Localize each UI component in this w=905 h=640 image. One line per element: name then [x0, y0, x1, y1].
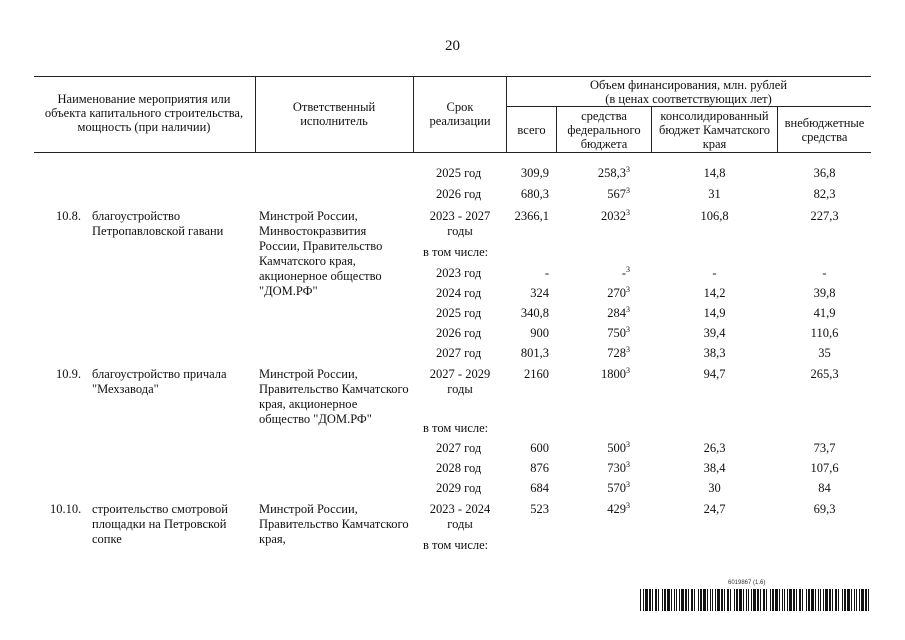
term-cell: 2026 год [436, 187, 482, 201]
header-divider [255, 76, 256, 152]
term-cell: в том числе: [423, 538, 489, 552]
header-consolidated: консолидированный бюджет Камчатского края [658, 109, 771, 151]
term-cell: 2023 - 2027 годы [429, 209, 491, 238]
term-cell: 2029 год [436, 481, 482, 495]
federal-cell: $270^3$ [607, 284, 630, 300]
total-cell: 801,3 [520, 346, 549, 360]
total-cell: 684 [530, 481, 549, 495]
consolidated-cell: 31 [708, 187, 721, 201]
header-federal: средства федерального бюджета [567, 109, 641, 151]
total-cell: 309,9 [520, 166, 549, 180]
offbudget-cell: 36,8 [813, 166, 836, 180]
federal-cell: $730^3$ [607, 459, 630, 475]
total-cell: 2366,1 [514, 209, 549, 223]
term-cell: 2023 год [436, 266, 482, 280]
federal-cell: -$^3$ [621, 264, 630, 280]
federal-cell: $500^3$ [607, 439, 630, 455]
total-cell: 876 [530, 461, 549, 475]
offbudget-cell: 35 [818, 346, 831, 360]
consolidated-cell: 14,9 [703, 306, 726, 320]
item-number: 10.9. [56, 367, 81, 381]
header-executor: Ответственный исполнитель [292, 100, 376, 128]
consolidated-cell: 14,8 [703, 166, 726, 180]
total-cell: - [544, 266, 549, 280]
federal-cell: $429^3$ [607, 500, 630, 516]
term-cell: 2024 год [436, 286, 482, 300]
term-cell: 2027 год [436, 441, 482, 455]
federal-cell: $284^3$ [607, 304, 630, 320]
offbudget-cell: 107,6 [810, 461, 839, 475]
header-divider [413, 76, 414, 152]
header-financing: Объем финансирования, млн. рублей [589, 78, 788, 92]
term-cell: 2023 - 2024 годы [429, 502, 491, 531]
consolidated-cell: 38,4 [703, 461, 726, 475]
total-cell: 900 [530, 326, 549, 340]
consolidated-cell: 26,3 [703, 441, 726, 455]
financing-sub-rule [506, 106, 871, 107]
item-number: 10.8. [56, 209, 81, 223]
federal-cell: 258,3$^3$ [597, 164, 630, 180]
header-financing-sub: (в ценах соответствующих лет) [605, 92, 772, 106]
offbudget-cell: - [822, 266, 827, 280]
offbudget-cell: 84 [818, 481, 831, 495]
term-cell: 2027 - 2029 годы [429, 367, 491, 396]
term-cell: в том числе: [423, 421, 489, 435]
total-cell: 680,3 [520, 187, 549, 201]
offbudget-cell: 265,3 [810, 367, 839, 381]
header-total: всего [517, 123, 546, 137]
total-cell: 2160 [524, 367, 549, 381]
barcode-number: 6019867 (1.6) [728, 580, 766, 586]
consolidated-cell: 30 [708, 481, 721, 495]
offbudget-cell: 39,8 [813, 286, 836, 300]
header-offbudget: внебюджетные средства [784, 116, 865, 144]
term-cell: 2025 год [436, 306, 482, 320]
item-name: строительство смотровой площадки на Петровской сопке [92, 502, 228, 546]
term-cell: 2025 год [436, 166, 482, 180]
term-cell: 2026 год [436, 326, 482, 340]
header-divider [556, 106, 557, 152]
offbudget-cell: 110,6 [810, 326, 839, 340]
consolidated-cell: 94,7 [703, 367, 726, 381]
term-cell: 2028 год [436, 461, 482, 475]
consolidated-cell: 39,4 [703, 326, 726, 340]
consolidated-cell: 38,3 [703, 346, 726, 360]
federal-cell: $567^3$ [607, 185, 630, 201]
item-name: благоустройство причала "Мехзавода" [92, 367, 227, 396]
federal-cell: 2032$^3$ [601, 207, 630, 223]
federal-cell: $750^3$ [607, 324, 630, 340]
item-executor: Минстрой России, Минвостокразвития России, Правительство Камчатского края, акционерное общество "ДОМ.РФ" [259, 209, 383, 298]
consolidated-cell: 106,8 [700, 209, 729, 223]
total-cell: 340,8 [520, 306, 549, 320]
consolidated-cell: 14,2 [703, 286, 726, 300]
term-cell: в том числе: [423, 245, 489, 259]
item-name: благоустройство Петропавловской гавани [92, 209, 224, 238]
header-top-rule [34, 76, 871, 77]
page-number: 20 [445, 38, 460, 54]
header-term: Срок реализации [429, 100, 491, 128]
item-executor: Минстрой России, Правительство Камчатского края, акционерное общество "ДОМ.РФ" [259, 367, 409, 426]
total-cell: 600 [530, 441, 549, 455]
term-cell: 2027 год [436, 346, 482, 360]
offbudget-cell: 227,3 [810, 209, 839, 223]
header-bottom-rule [34, 152, 871, 153]
federal-cell: $728^3$ [607, 344, 630, 360]
total-cell: 523 [530, 502, 549, 516]
total-cell: 324 [530, 286, 549, 300]
offbudget-cell: 82,3 [813, 187, 836, 201]
offbudget-cell: 73,7 [813, 441, 836, 455]
barcode-icon [640, 589, 870, 611]
item-number: 10.10. [50, 502, 82, 516]
federal-cell: $570^3$ [607, 479, 630, 495]
header-name: Наименование мероприятия или объекта капитального строительства, мощность (при наличии) [44, 92, 244, 134]
federal-cell: 1800$^3$ [601, 365, 630, 381]
offbudget-cell: 69,3 [813, 502, 836, 516]
offbudget-cell: 41,9 [813, 306, 836, 320]
item-executor: Минстрой России, Правительство Камчатского края, [259, 502, 409, 546]
consolidated-cell: - [712, 266, 717, 280]
consolidated-cell: 24,7 [703, 502, 726, 516]
